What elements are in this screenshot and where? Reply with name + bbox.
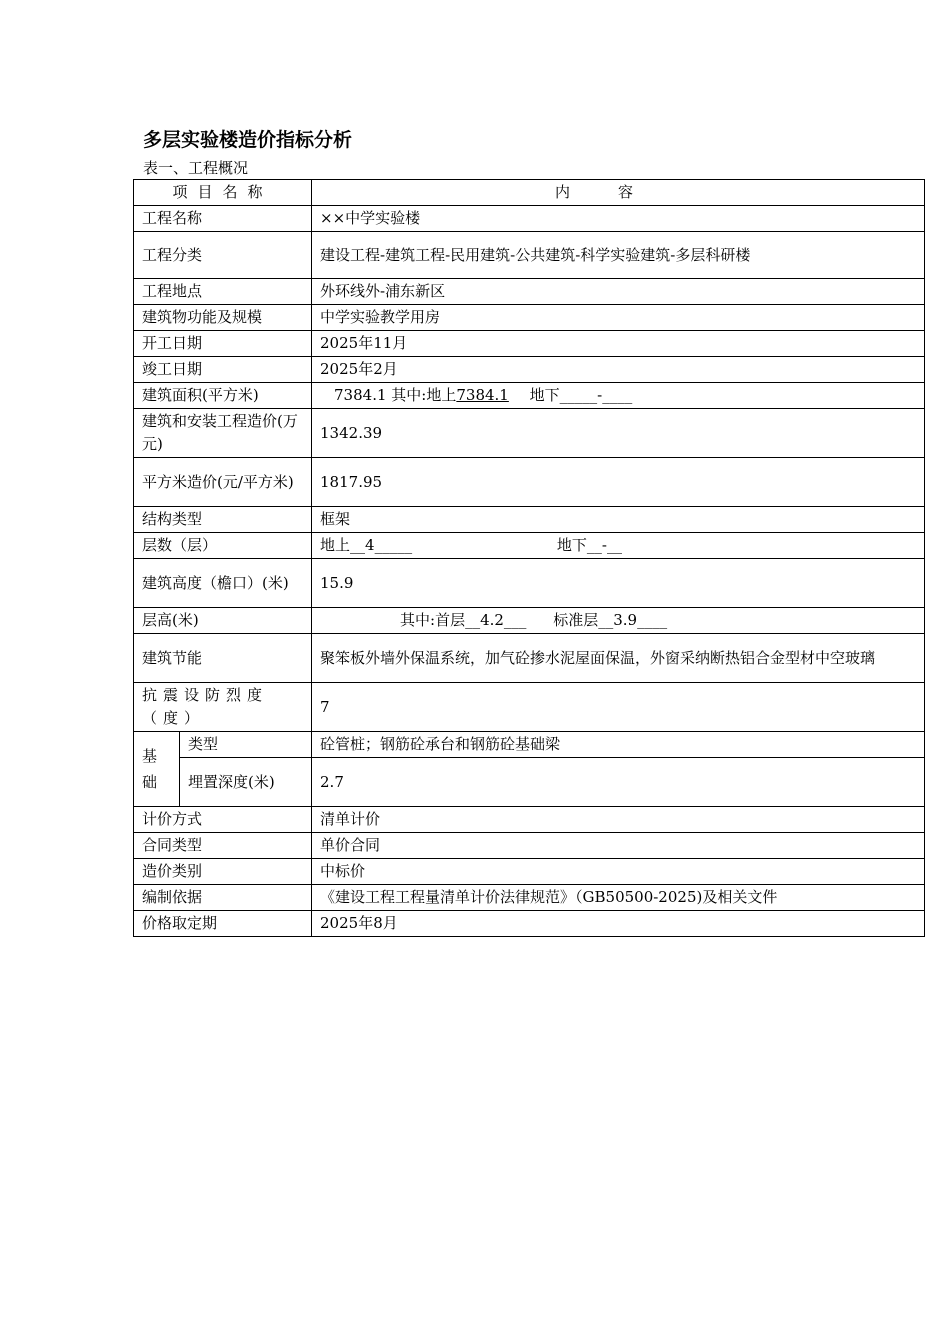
row-label: 开工日期	[134, 331, 312, 357]
row-label: 埋置深度(米)	[180, 758, 312, 807]
row-label: 工程分类	[134, 232, 312, 279]
table-row	[134, 559, 925, 608]
storey-height-value	[312, 608, 925, 634]
table-row	[134, 357, 925, 383]
row-label: 编制依据	[134, 885, 312, 911]
row-value: 《建设工程工程量清单计价法律规范》（GB50500-2025)及相关文件	[312, 885, 925, 911]
area-total: 7384.1	[334, 386, 387, 404]
row-label: 层高(米)	[134, 608, 312, 634]
row-value: 2025年8月	[312, 911, 925, 937]
table-row	[134, 533, 925, 559]
row-label: 建筑节能	[134, 634, 312, 683]
floors-below: __-__	[586, 536, 622, 554]
row-label: 价格取定期	[134, 911, 312, 937]
row-value: 建设工程-建筑工程-民用建筑-公共建筑-科学实验建筑-多层科研楼	[312, 232, 925, 279]
table-row	[134, 634, 925, 683]
area-value	[312, 383, 925, 409]
table-row	[134, 206, 925, 232]
row-label: 类型	[180, 732, 312, 758]
table-row	[134, 732, 925, 758]
first-floor-prefix: 其中:首层	[400, 611, 466, 629]
table-row	[134, 279, 925, 305]
row-value: 外环线外-浦东新区	[312, 279, 925, 305]
table-row	[134, 859, 925, 885]
standard-floor-prefix: 标准层	[553, 611, 599, 629]
row-label: 建筑高度（檐口）(米)	[134, 559, 312, 608]
row-value: 2025年2月	[312, 357, 925, 383]
table-row	[134, 608, 925, 634]
row-label: 平方米造价(元/平方米)	[134, 458, 312, 507]
table-row	[134, 409, 925, 458]
row-label: 竣工日期	[134, 357, 312, 383]
row-label: 层数（层）	[134, 533, 312, 559]
row-label: 建筑物功能及规模	[134, 305, 312, 331]
row-label: 建筑面积(平方米)	[134, 383, 312, 409]
floors-above: __4_____	[350, 536, 413, 554]
row-value: 砼管桩；钢筋砼承台和钢筋砼基础梁	[312, 732, 925, 758]
row-label: 合同类型	[134, 833, 312, 859]
header-content: 内容	[312, 180, 925, 206]
row-value: 2.7	[312, 758, 925, 807]
table-row	[134, 833, 925, 859]
row-value: 框架	[312, 507, 925, 533]
area-below-prefix: 地下	[529, 386, 560, 404]
table-header-row	[134, 180, 925, 206]
floors-below-prefix: 地下	[556, 536, 587, 554]
row-label: 工程地点	[134, 279, 312, 305]
floors-value	[312, 533, 925, 559]
row-value: 清单计价	[312, 807, 925, 833]
table-row	[134, 331, 925, 357]
header-item-name: 项目名称	[134, 180, 312, 206]
table-caption: 表一、工程概况	[143, 159, 249, 177]
area-above-prefix: 其中:地上	[391, 386, 457, 404]
first-floor-height: __4.2___	[465, 611, 527, 629]
row-value: 1342.39	[312, 409, 925, 458]
row-value: 中标价	[312, 859, 925, 885]
row-label: 抗震设防烈度（度）	[134, 683, 312, 732]
row-value: 1817.95	[312, 458, 925, 507]
page-title: 多层实验楼造价指标分析	[143, 129, 353, 151]
row-value: 15.9	[312, 559, 925, 608]
project-overview-table	[133, 179, 925, 937]
area-above: 7384.1	[456, 386, 509, 404]
row-label: 结构类型	[134, 507, 312, 533]
row-label: 计价方式	[134, 807, 312, 833]
table-row	[134, 232, 925, 279]
area-below: _____-____	[559, 386, 633, 404]
table-row	[134, 458, 925, 507]
standard-floor-height: __3.9____	[598, 611, 668, 629]
table-row	[134, 305, 925, 331]
table-row	[134, 807, 925, 833]
row-label: 造价类别	[134, 859, 312, 885]
table-row	[134, 885, 925, 911]
table-row	[134, 507, 925, 533]
row-value: 中学实验教学用房	[312, 305, 925, 331]
row-value: 7	[312, 683, 925, 732]
row-label: 建筑和安装工程造价(万元)	[134, 409, 312, 458]
foundation-label: 基础	[134, 732, 180, 807]
floors-above-prefix: 地上	[320, 536, 351, 554]
row-label: 工程名称	[134, 206, 312, 232]
row-value: 2025年11月	[312, 331, 925, 357]
table-row	[134, 911, 925, 937]
table-row	[134, 683, 925, 732]
table-row	[134, 758, 925, 807]
row-value: 单价合同	[312, 833, 925, 859]
row-value: ××中学实验楼	[312, 206, 925, 232]
table-row	[134, 383, 925, 409]
row-value: 聚笨板外墙外保温系统，加气砼掺水泥屋面保温，外窗采纳断热铝合金型材中空玻璃	[312, 634, 925, 683]
